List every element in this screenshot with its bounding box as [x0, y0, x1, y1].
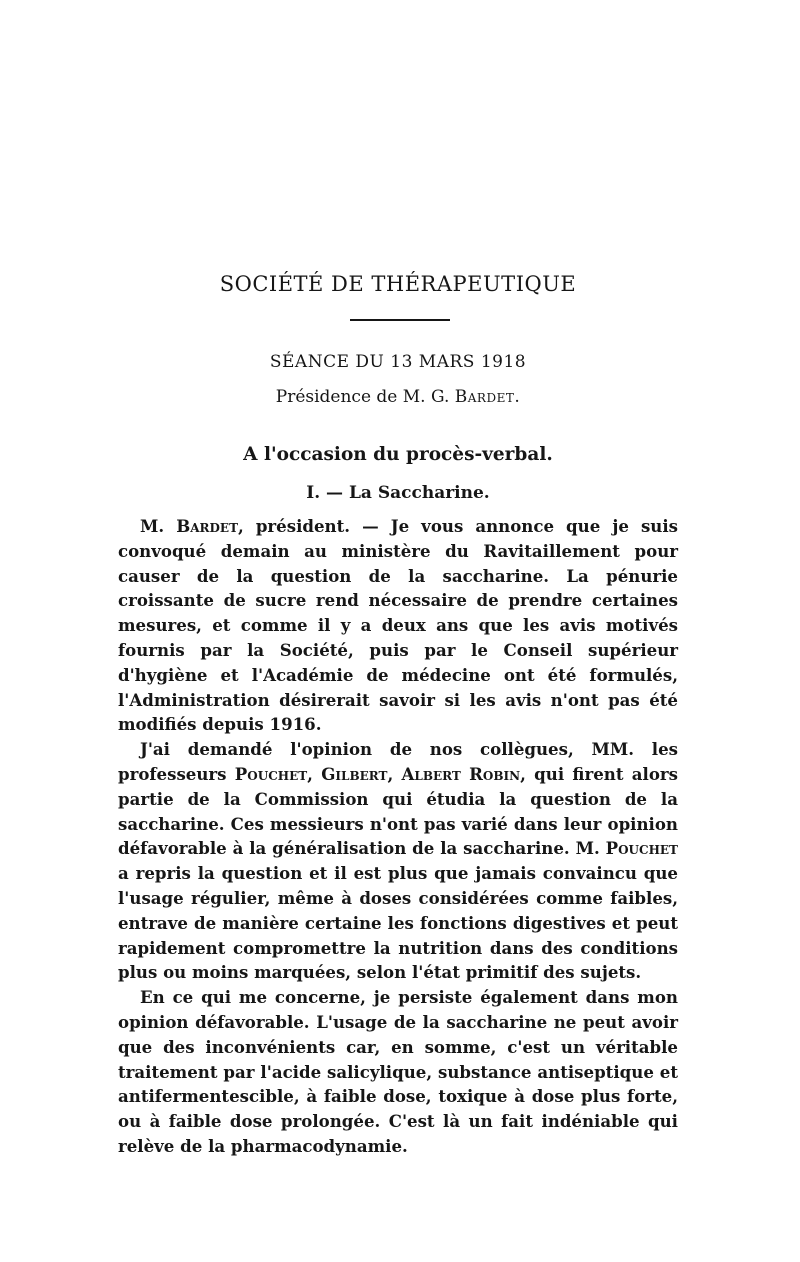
paragraph-2-text-a: J'ai demandé l'opinion de nos collègues, MM. les professeurs: [118, 739, 678, 784]
president-name: Bardet.: [454, 387, 521, 407]
paragraph-2-text-b: , qui firent alors partie de la Commission qui étudia la question de la saccharine. Ces messieurs n'ont pas varié dans leur opinion défavorable à la généralisation de la saccharine. M.: [118, 763, 679, 859]
name-pouchet: Pouchet: [234, 763, 308, 784]
speaker-prefix: M.: [140, 516, 165, 536]
paragraph-2-text-c: a repris la question et il est plus que jamais convaincu que l'usage régulier, même à doses considérées comme faibles, entrave de manière certaine les fonctions digestives et peut rapidement compromettre la nutrition dans des conditions plus ou moins marquées, selon l'état primitif des sujets.: [118, 863, 678, 983]
title-divider: [350, 319, 450, 321]
name-pouchet-2: Pouchet: [605, 838, 678, 859]
paragraph-2: [118, 737, 678, 985]
paragraph-1: [118, 514, 678, 737]
page-title: SOCIÉTÉ DE THÉRAPEUTIQUE: [219, 272, 577, 296]
paragraph-1-text: , président. — Je vous annonce que je suis convoqué demain au ministère du Ravitaillement pour causer de la question de la saccharine. La pénurie croissante de sucre rend nécessaire de prendre certaines mesures, et comme il y a deux ans que les avis motivés fournis par la Société, puis par le Conseil supérieur d'hygiène et l'Académie de médecine ont été formulés, l'Administration désirerait savoir si les avis n'ont pas été modifiés depuis 1916.: [118, 516, 678, 735]
paragraph-3-text: En ce qui me concerne, je persiste également dans mon opinion défavorable. L'usage de la saccharine ne peut avoir que des inconvénients car, en somme, c'est un véritable traitement par l'acide salicylique, substance antiseptique et antifermentescible, à faible dose, toxique à dose plus forte, ou à faible dose prolongée. C'est là un fait indéniable qui relève de la pharmacodynamie.: [118, 987, 678, 1156]
session-heading: SÉANCE DU 13 MARS 1918: [269, 352, 527, 372]
section-heading: I. — La Saccharine.: [306, 483, 490, 503]
paragraph-3: [118, 985, 678, 1159]
name-albert-robin: Albert Robin: [401, 763, 521, 784]
separator: ,: [387, 763, 402, 784]
presidency-line: [118, 387, 678, 407]
occasion-heading: A l'occasion du procès-verbal.: [243, 444, 553, 465]
presidency-prefix: Présidence de M. G.: [275, 387, 450, 407]
body-text: [118, 514, 678, 1159]
separator: ,: [307, 763, 322, 784]
name-gilbert: Gilbert: [321, 763, 388, 784]
speaker-name: Bardet: [176, 516, 238, 536]
